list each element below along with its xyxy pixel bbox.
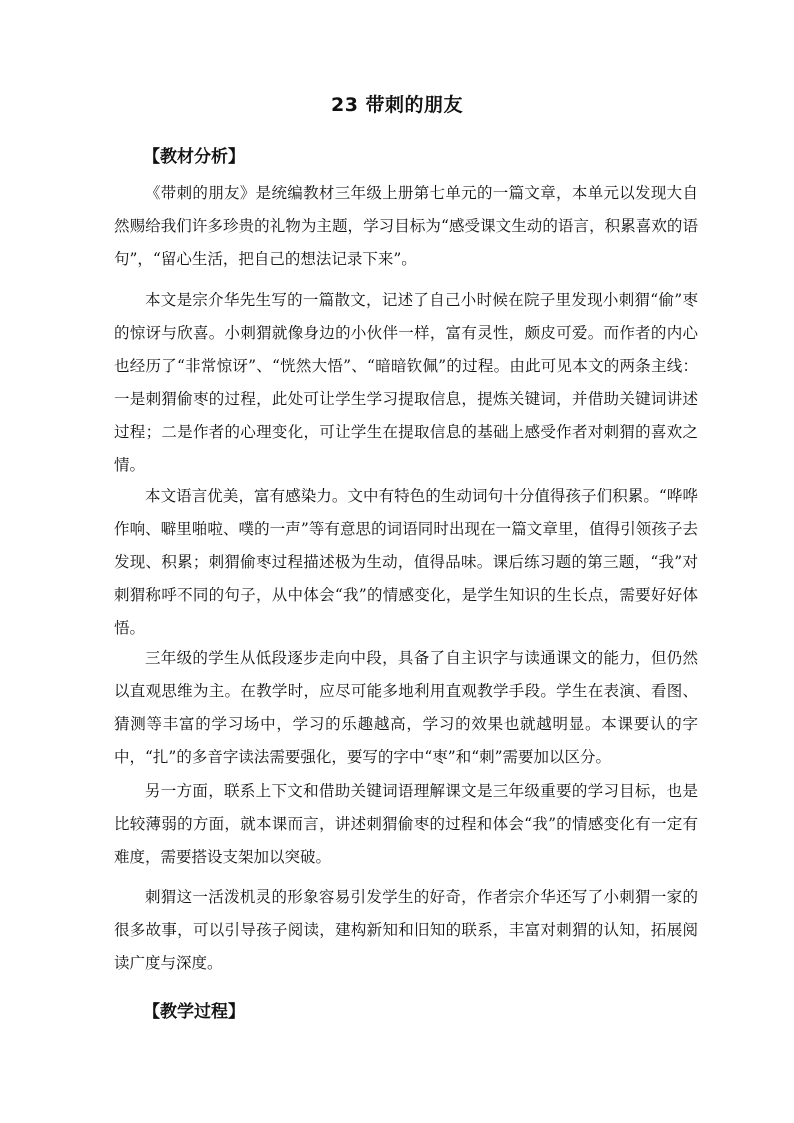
section-heading-textbook-analysis: 【教材分析】	[143, 147, 245, 167]
paragraph: 本文语言优美，富有感染力。文中有特色的生动词句十分值得孩子们积累。“哗哗作响、噼里啪啦、噗的一声”等有意思的词语同时出现在一篇文章里，值得引领孩子去发现、积累；刺猬偷枣过程描述极为生动，值得品味。课后练习题的第三题，“我”对刺猬称呼不同的句子，从中体会“我”的情感变化，是学生知识的生长点，需要好好体悟。	[114, 487, 698, 637]
paragraph: 《带刺的朋友》是统编教材三年级上册第七单元的一篇文章，本单元以发现大自然赐给我们许多珍贵的礼物为主题，学习目标为“感受课文生动的语言，积累喜欢的语句”，“留心生活，把自己的想法记录下来”。	[114, 184, 698, 268]
paragraph: 三年级的学生从低段逐步走向中段，具备了自主识字与读通课文的能力，但仍然以直观思维为主。在教学时，应尽可能多地利用直观教学手段。学生在表演、看图、猜测等丰富的学习场中，学习的乐趣越高，学习的效果也就越明显。本课要认的字中，“扎”的多音字读法需要强化，要写的字中“枣”和“刺”需要加以区分。	[114, 649, 698, 766]
paragraph: 本文是宗介华先生写的一篇散文，记述了自己小时候在院子里发现小刺猬“偷”枣的惊讶与欣喜。小刺猬就像身边的小伙伴一样，富有灵性，颇皮可爱。而作者的内心也经历了“非常惊讶”、“恍然大悟”、“暗暗钦佩”的过程。由此可见本文的两条主线：一是刺猬偷枣的过程，此处可让学生学习提取信息，提炼关键词，并借助关键词讲述过程；二是作者的心理变化，可让学生在提取信息的基础上感受作者对刺猬的喜欢之情。	[114, 291, 698, 474]
document-title: 23 带刺的朋友	[330, 94, 464, 116]
section-heading-teaching-process: 【教学过程】	[143, 1002, 245, 1022]
paragraph: 刺猬这一活泼机灵的形象容易引发学生的好奇，作者宗介华还写了小刺猬一家的很多故事，可以引导孩子阅读，建构新知和旧知的联系，丰富对刺猬的认知，拓展阅读广度与深度。	[114, 888, 698, 972]
paragraph: 另一方面，联系上下文和借助关键词语理解课文是三年级重要的学习目标，也是比较薄弱的方面，就本课而言，讲述刺猬偷枣的过程和体会“我”的情感变化有一定有难度，需要搭设支架加以突破。	[114, 782, 698, 866]
